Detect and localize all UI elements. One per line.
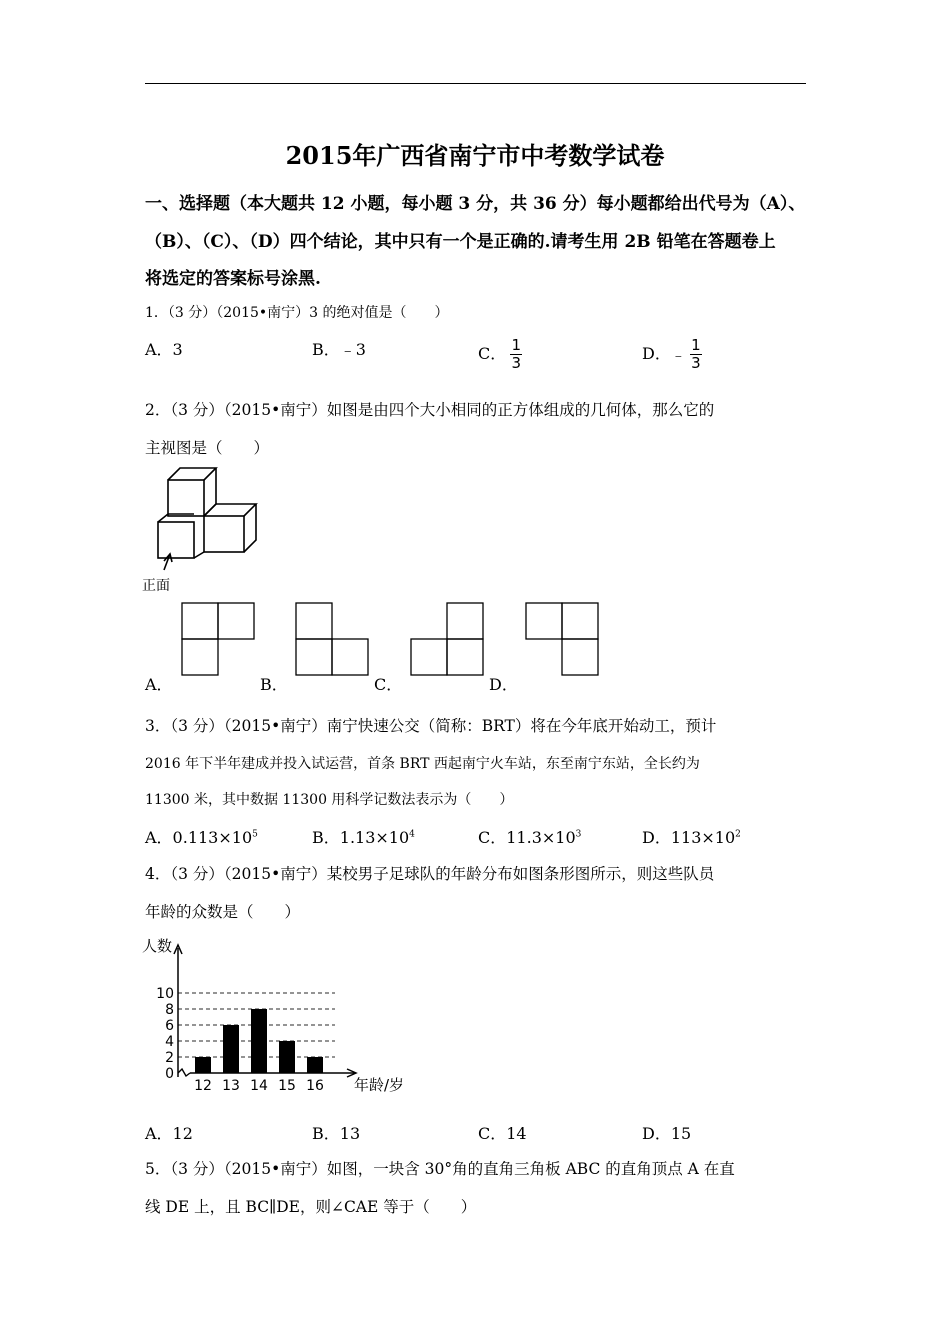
q1-option-c[interactable] (478, 337, 522, 372)
y-tick-label: 10 (156, 986, 174, 1002)
q3-option-d[interactable] (642, 825, 741, 848)
q2-option-d[interactable]: D． (489, 675, 518, 694)
section-instructions-line1: 一、选择题（本大题共 12 小题，每小题 3 分，共 36 分）每小题都给出代号为（A）、 (145, 194, 806, 214)
x-tick-label: 16 (306, 1078, 324, 1094)
q1-option-b[interactable]: B．﹣3 (312, 340, 366, 359)
q1-option-c-fraction (510, 337, 522, 372)
q4-option-b[interactable]: B．13 (312, 1124, 361, 1143)
x-tick-label: 13 (222, 1078, 240, 1094)
q3-option-b[interactable] (312, 825, 415, 848)
q4-stem-line1: 4．（3 分）（2015•南宁）某校男子足球队的年龄分布如图条形图所示，则这些队员 (145, 865, 715, 883)
front-label: 正面 (142, 578, 170, 594)
cube-solid-figure (140, 462, 270, 594)
q1-option-d-fraction (690, 337, 702, 372)
y-tick-label: 0 (165, 1066, 174, 1082)
fraction-numerator: 1 (691, 336, 701, 354)
exponent: 3 (575, 829, 582, 840)
q4-stem-line2: 年龄的众数是（ ） (145, 903, 301, 921)
q2-stem-line1: 2．（3 分）（2015•南宁）如图是由四个大小相同的正方体组成的几何体，那么它的 (145, 401, 715, 419)
q1-option-d-label: D． (642, 344, 671, 363)
q2-option-c-figure (409, 601, 489, 679)
q3-option-a-base: A．0.113×10 (145, 828, 253, 847)
minus-sign: ﹣ (670, 346, 686, 364)
q2-option-c[interactable]: C． (374, 675, 403, 694)
y-tick-label: 6 (165, 1018, 174, 1034)
q3-option-b-base: B．1.13×10 (312, 828, 410, 847)
x-axis-label: 年龄/岁 (354, 1076, 405, 1094)
axis-break (178, 1069, 190, 1076)
y-tick-label: 4 (165, 1034, 174, 1050)
age-bar-chart (140, 936, 415, 1101)
bar-15 (279, 1041, 295, 1073)
q2-stem-line2: 主视图是（ ） (145, 439, 270, 457)
q4-option-d[interactable]: D．15 (642, 1124, 692, 1143)
bar-13 (223, 1025, 239, 1073)
q3-option-c[interactable] (478, 825, 581, 848)
header-rule (145, 83, 806, 84)
q1-stem: 1．（3 分）（2015•南宁）3 的绝对值是（ ） (145, 305, 449, 321)
q2-option-b[interactable]: B． (260, 675, 288, 694)
x-tick-label: 14 (250, 1078, 268, 1094)
bar-16 (307, 1057, 323, 1073)
page-title: 2015年广西省南宁市中考数学试卷 (285, 141, 665, 170)
x-tick-label: 15 (278, 1078, 296, 1094)
section-instructions-line3: 将选定的答案标号涂黑. (145, 269, 321, 289)
bar-14 (251, 1009, 267, 1073)
q3-stem-line3: 11300 米，其中数据 11300 用科学记数法表示为（ ） (145, 792, 514, 808)
q4-option-c[interactable]: C．14 (478, 1124, 527, 1143)
exponent: 4 (409, 829, 415, 840)
q3-option-c-base: C．11.3×10 (478, 828, 576, 847)
q3-option-a[interactable] (145, 825, 258, 848)
exponent: 2 (735, 829, 741, 840)
q3-stem-line2: 2016 年下半年建成并投入试运营，首条 BRT 西起南宁火车站，东至南宁东站，全长约为 (145, 756, 700, 772)
q5-stem-line2: 线 DE 上，且 BC∥DE，则∠CAE 等于（ ） (145, 1198, 477, 1216)
q1-option-d[interactable] (642, 337, 702, 372)
q3-option-d-base: D．113×10 (642, 828, 736, 847)
x-tick-label: 12 (194, 1078, 212, 1094)
q1-option-c-label: C． (478, 344, 507, 363)
y-axis-label: 人数 (142, 937, 173, 955)
q2-option-a[interactable]: A． (145, 675, 173, 694)
q2-option-d-figure (524, 601, 604, 679)
y-tick-label: 2 (165, 1050, 174, 1066)
fraction-numerator: 1 (511, 336, 522, 354)
fraction-denominator: 3 (691, 354, 701, 372)
q1-option-a[interactable]: A．3 (145, 340, 183, 359)
q5-stem-line1: 5．（3 分）（2015•南宁）如图，一块含 30°角的直角三角板 ABC 的直角顶点 A 在直 (145, 1160, 735, 1178)
q4-option-a[interactable]: A．12 (145, 1124, 193, 1143)
q2-option-a-figure (180, 601, 260, 679)
fraction-denominator: 3 (511, 354, 522, 372)
section-instructions-line2: （B）、（C）、（D）四个结论，其中只有一个是正确的.请考生用 2B 铅笔在答题卷上 (145, 232, 776, 252)
bar-12 (195, 1057, 211, 1073)
q3-stem-line1: 3．（3 分）（2015•南宁）南宁快速公交（简称：BRT）将在今年底开始动工，预计 (145, 717, 717, 735)
y-tick-label: 8 (165, 1002, 174, 1018)
exponent: 5 (252, 829, 258, 840)
q2-option-b-figure (294, 601, 374, 679)
